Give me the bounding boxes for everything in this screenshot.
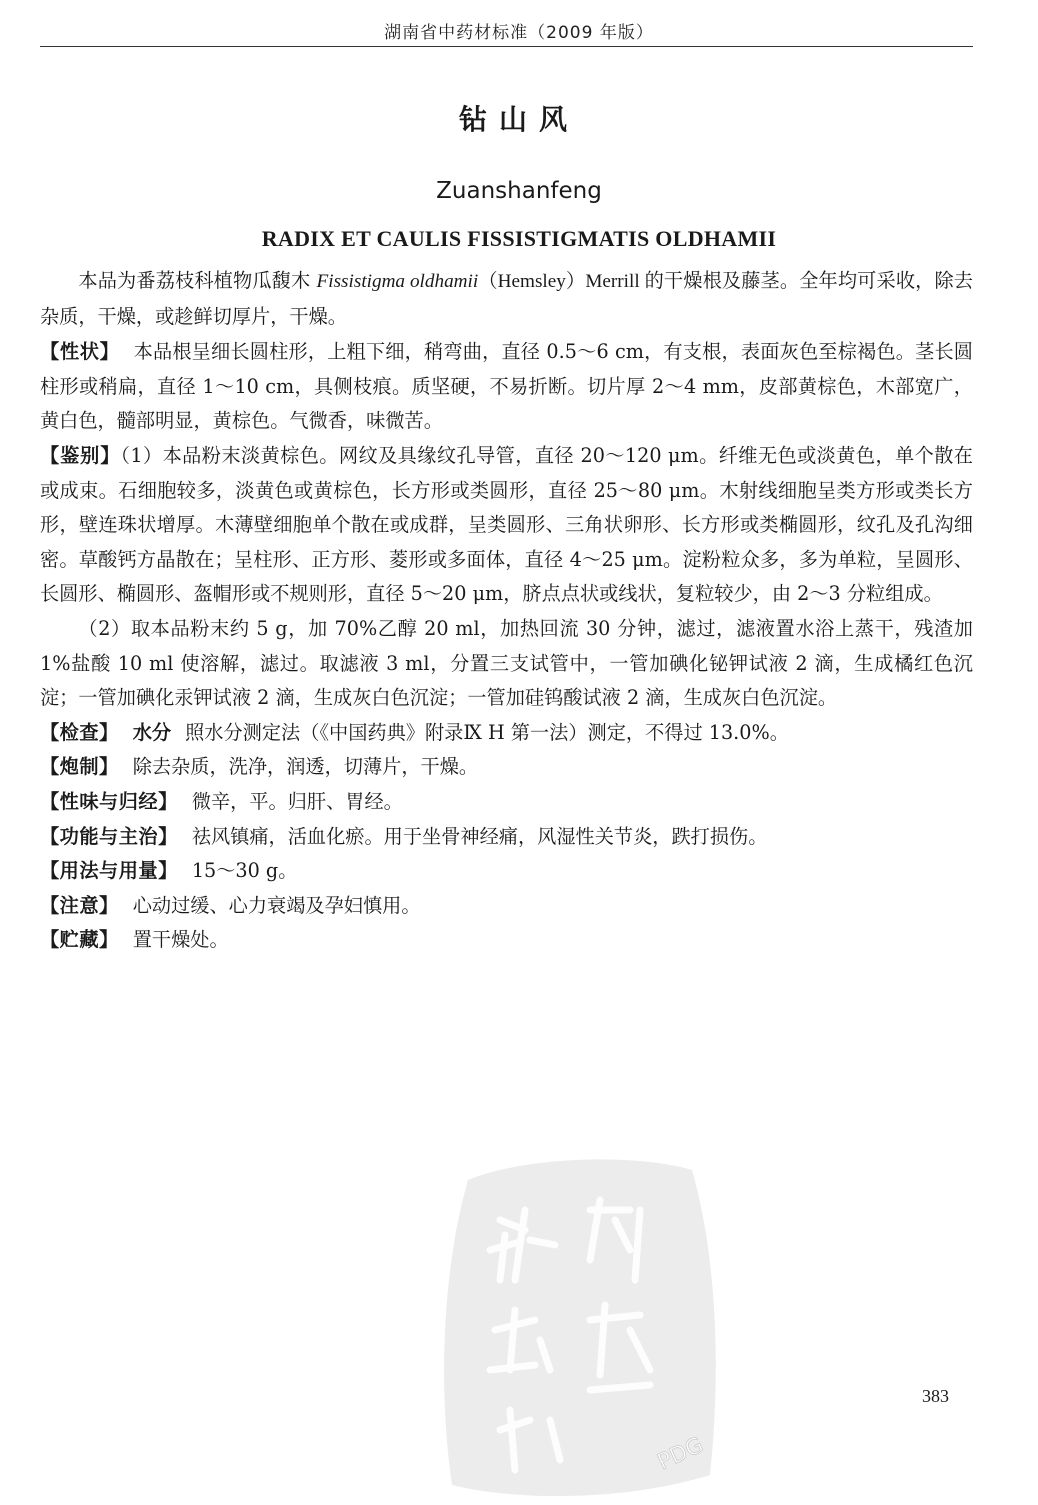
watermark-pdg-text: PDG bbox=[653, 1432, 708, 1476]
header-rule bbox=[40, 46, 973, 47]
section-identification-2 bbox=[40, 612, 973, 716]
intro-paragraph bbox=[40, 264, 973, 335]
section-text-usage: 15～30 g。 bbox=[191, 859, 298, 883]
section-label-nature: 【性味与归经】 bbox=[40, 789, 178, 813]
section-label-processing: 【炮制】 bbox=[40, 755, 119, 779]
section-inspection bbox=[40, 716, 973, 751]
section-text-identification-2: （2）取本品粉末约 5 g，加 70%乙醇 20 ml，加热回流 30 分钟，滤过，滤液置水浴上蒸干，残渣加 1%盐酸 10 ml 使溶解，滤过。取滤液 3 ml，分置三支试管中，一管加碘化铋钾试液 2 滴，生成橘红色沉淀；一管加碘化汞钾试液 2 滴，生成灰白色沉淀；一管加硅钨酸试液 2 滴，生成灰白色沉淀。 bbox=[40, 616, 973, 710]
section-precautions bbox=[40, 889, 973, 924]
section-label-identification: 【鉴别】 bbox=[40, 443, 121, 467]
section-text-inspection: 照水分测定法（《中国药典》附录Ⅸ H 第一法）测定，不得过 13.0%。 bbox=[185, 720, 789, 744]
section-label-inspection: 【检查】 bbox=[40, 720, 119, 744]
section-identification bbox=[40, 439, 973, 612]
title-chinese: 钻山风 bbox=[458, 103, 579, 136]
page-number: 383 bbox=[922, 1386, 949, 1406]
monograph-body bbox=[40, 264, 973, 958]
section-label-functions: 【功能与主治】 bbox=[40, 824, 178, 848]
watermark-seal bbox=[430, 1140, 730, 1505]
title-pinyin: Zuanshanfeng bbox=[436, 178, 602, 204]
inspection-sub-label: 水分 bbox=[132, 720, 172, 744]
section-usage bbox=[40, 854, 973, 889]
intro-text-2: （Hemsley）Merrill 的干燥根及藤茎。全年均可采收，除去杂质，干燥，或趁鲜切厚片，干燥。 bbox=[40, 271, 973, 328]
section-description bbox=[40, 335, 973, 439]
section-label-precautions: 【注意】 bbox=[40, 893, 119, 917]
section-text-processing: 除去杂质，洗净，润透，切薄片，干燥。 bbox=[132, 755, 479, 779]
section-text-nature: 微辛，平。归肝、胃经。 bbox=[191, 789, 403, 813]
section-text-functions: 祛风镇痛，活血化瘀。用于坐骨神经痛，风湿性关节炎，跌打损伤。 bbox=[191, 824, 768, 848]
running-header: 湖南省中药材标准（2009 年版） bbox=[384, 23, 654, 43]
section-label-storage: 【贮藏】 bbox=[40, 928, 119, 952]
section-functions bbox=[40, 820, 973, 855]
section-text-identification-1: （1）本品粉末淡黄棕色。网纹及具缘纹孔导管，直径 20～120 μm。纤维无色或淡黄色，单个散在或成束。石细胞较多，淡黄色或黄棕色，长方形或类圆形，直径 25～80 μm。木射线细胞呈类方形或类长方形，壁连珠状增厚。木薄壁细胞单个散在或成群，呈类圆形、三角状卵形、长方形或类椭圆形，纹孔及孔沟细密。草酸钙方晶散在；呈柱形、正方形、菱形或多面体，直径 4～25 μm。淀粉粒众多，多为单粒，呈圆形、长圆形、椭圆形、盔帽形或不规则形，直径 5～20 μm，脐点点状或线状，复粒较少，由 2～3 分粒组成。 bbox=[40, 443, 973, 606]
section-text-precautions: 心动过缓、心力衰竭及孕妇慎用。 bbox=[132, 893, 421, 917]
section-label-usage: 【用法与用量】 bbox=[40, 859, 178, 883]
section-text-storage: 置干燥处。 bbox=[132, 928, 229, 952]
section-text-description: 本品根呈细长圆柱形，上粗下细，稍弯曲，直径 0.5～6 cm，有支根，表面灰色至棕褐色。茎长圆柱形或稍扁，直径 1～10 cm，具侧枝痕。质坚硬，不易折断。切片厚 2～4 mm，皮部黄棕色，木部宽广，黄白色，髓部明显，黄棕色。气微香，味微苦。 bbox=[40, 340, 973, 433]
intro-text-1: 本品为番荔枝科植物瓜馥木 bbox=[78, 269, 317, 292]
section-processing bbox=[40, 750, 973, 785]
section-storage bbox=[40, 923, 973, 958]
section-label-description: 【性状】 bbox=[40, 340, 120, 364]
title-latin: RADIX ET CAULIS FISSISTIGMATIS OLDHAMII bbox=[261, 226, 777, 251]
species-name: Fissistigma oldhamii bbox=[316, 271, 479, 292]
section-nature bbox=[40, 785, 973, 820]
